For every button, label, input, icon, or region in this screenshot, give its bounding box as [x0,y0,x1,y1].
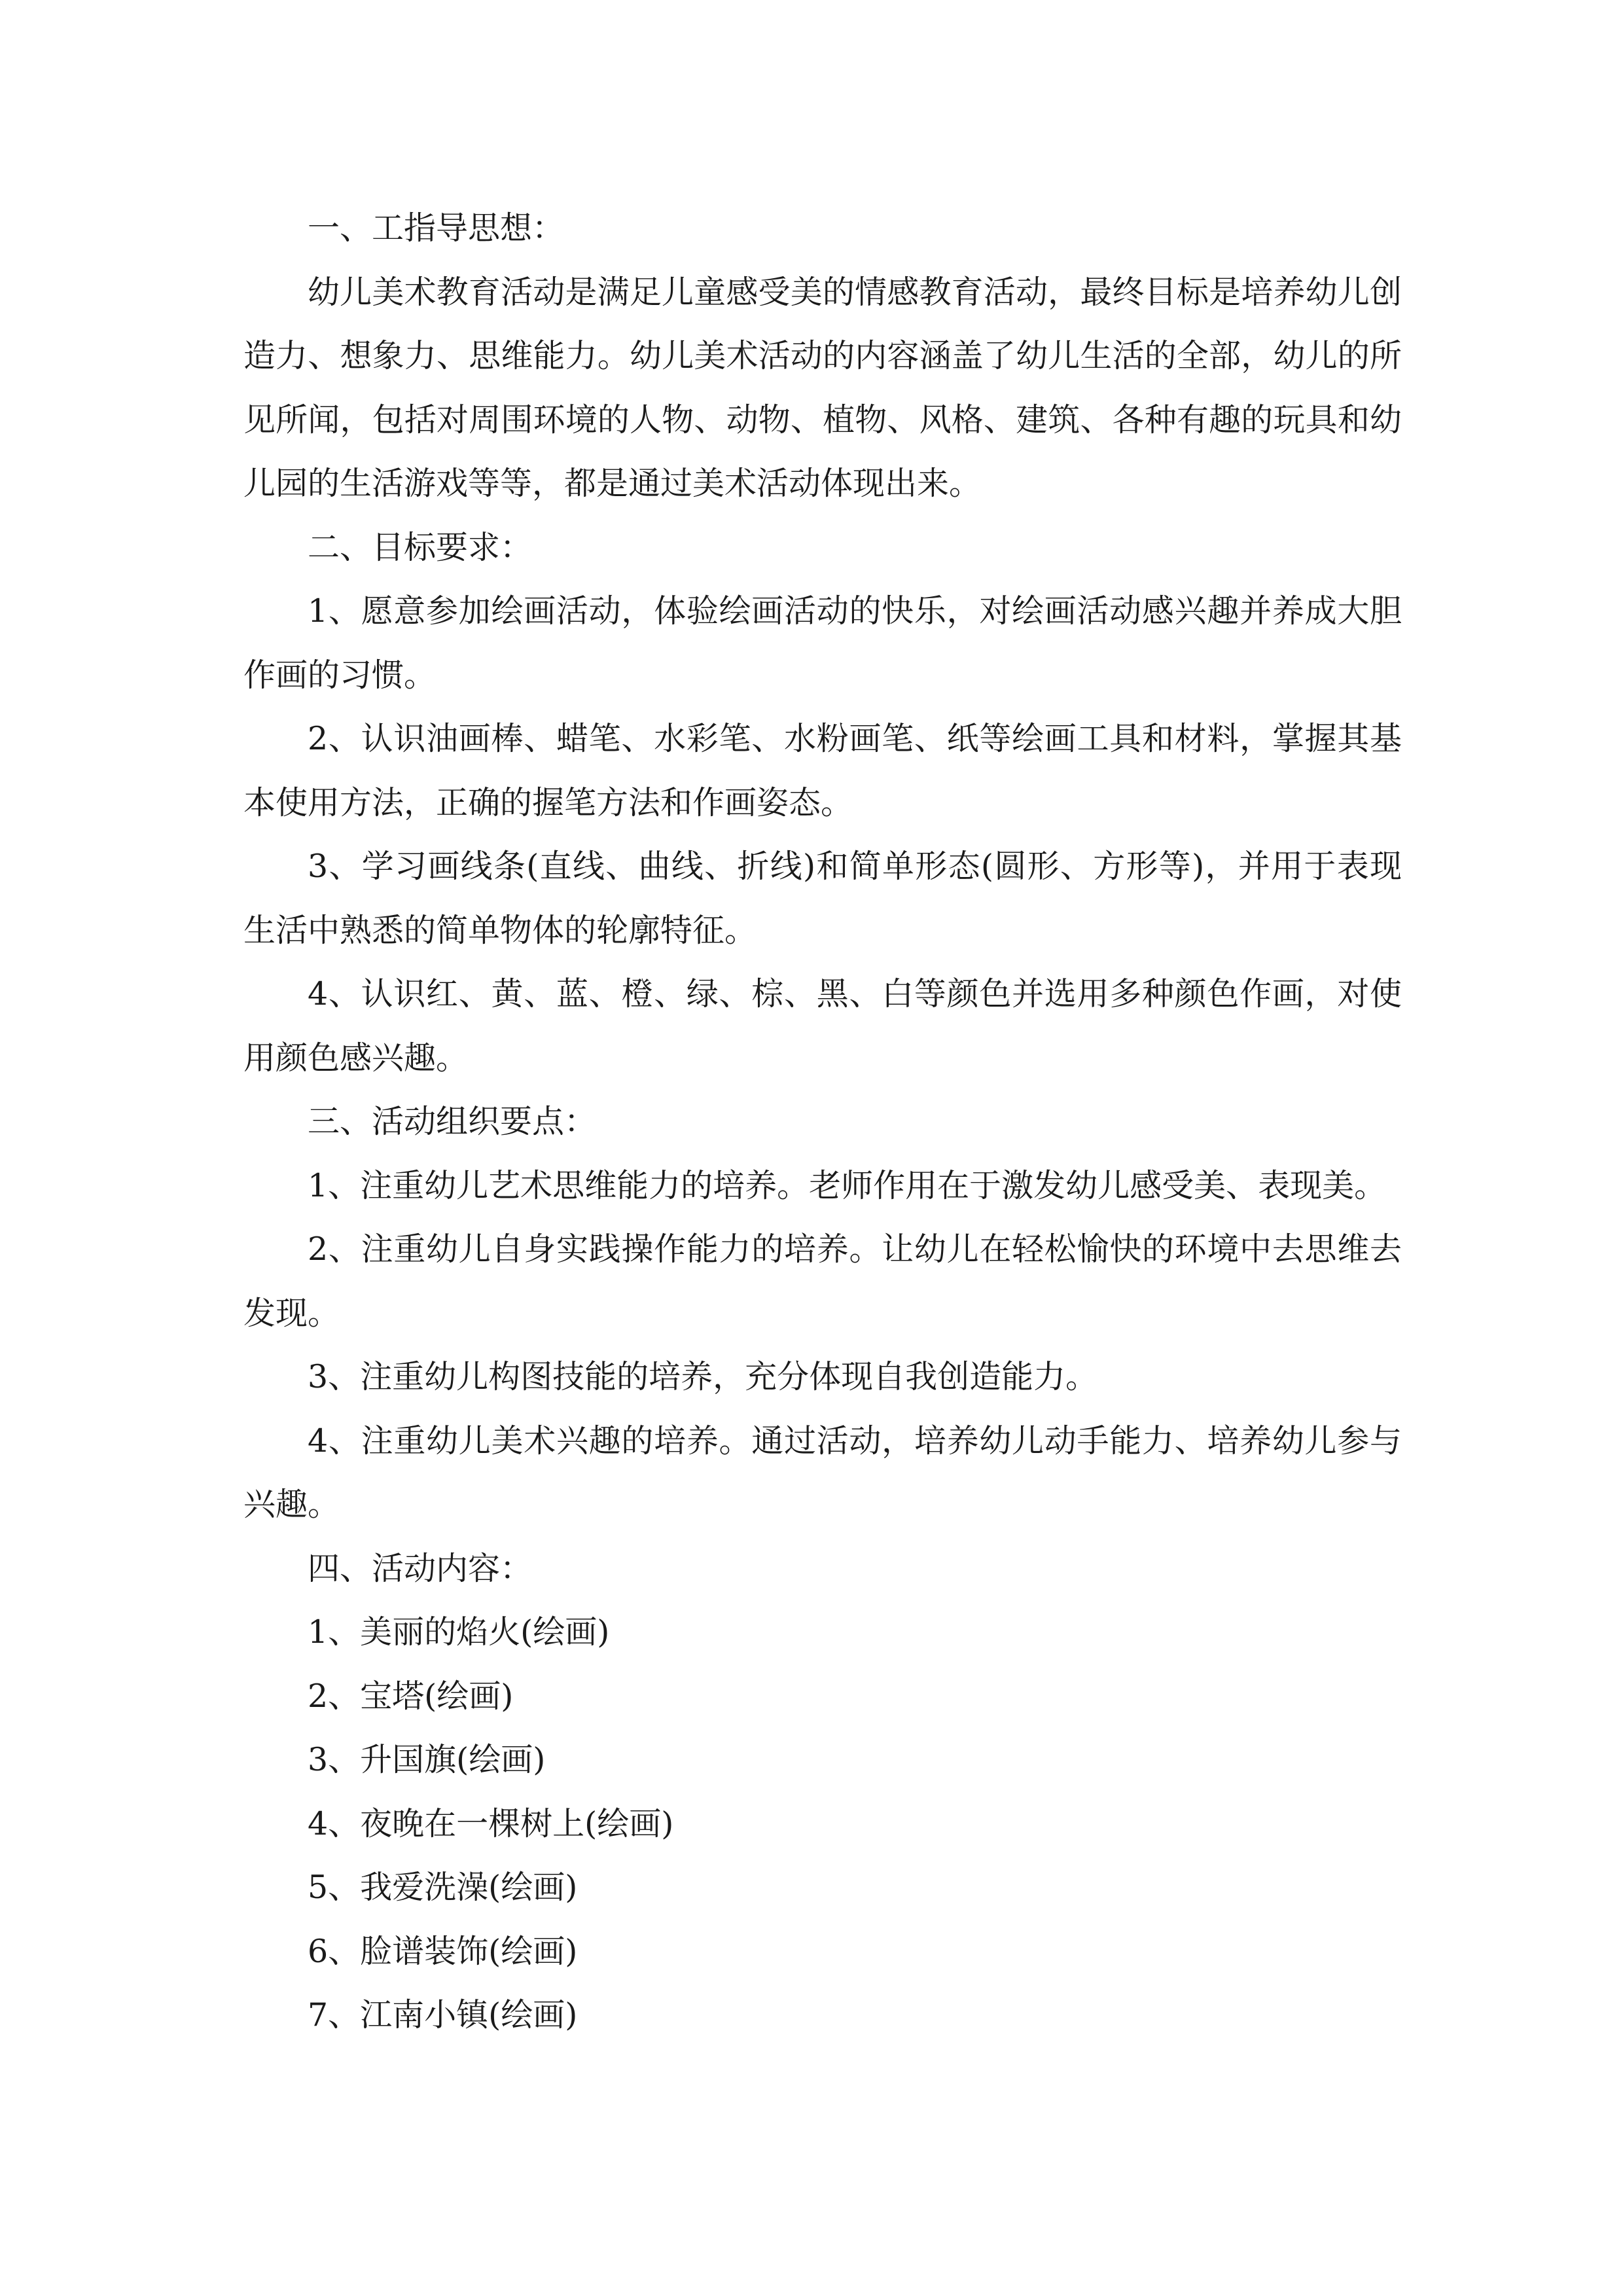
section-heading-activity-content: 四、活动内容： [308,1549,533,1587]
activity-item: 1、美丽的焰火(绘画) [308,1613,610,1651]
activity-item: 5、我爱洗澡(绘画) [308,1869,578,1906]
organization-item: 2、注重幼儿自身实践操作能力的培养。让幼儿在轻松愉快的环境中去思维去发现。 [243,1230,1402,1332]
paragraph-guiding-ideology: 幼儿美术教育活动是满足儿童感受美的情感教育活动，最终目标是培养幼儿创造力、想象力、思维能力。幼儿美术活动的内容涵盖了幼儿生活的全部，幼儿的所见所闻，包括对周围环境的人物、动物、植物、风格、建筑、各种有趣的玩具和幼儿园的生活游戏等等，都是通过美术活动体现出来。 [243,273,1402,502]
section-heading-guiding-ideology: 一、工指导思想： [308,209,565,247]
goal-item: 2、认识油画棒、蜡笔、水彩笔、水粉画笔、纸等绘画工具和材料，掌握其基本使用方法，正确的握笔方法和作画姿态。 [243,720,1402,821]
organization-item: 3、注重幼儿构图技能的培养，充分体现自我创造能力。 [308,1358,1098,1395]
organization-item: 1、注重幼儿艺术思维能力的培养。老师作用在于激发幼儿感受美、表现美。 [308,1166,1387,1204]
activity-item: 4、夜晚在一棵树上(绘画) [308,1804,674,1842]
activity-item: 2、宝塔(绘画) [308,1677,514,1715]
goal-item: 3、学习画线条(直线、曲线、折线)和简单形态(圆形、方形等)，并用于表现生活中熟悉的简单物体的轮廓特征。 [243,848,1402,949]
activity-item: 3、升国旗(绘画) [308,1741,546,1778]
document-body [243,196,1402,2047]
section-heading-goals: 二、目标要求： [308,528,533,566]
goal-item: 4、认识红、黄、蓝、橙、绿、棕、黑、白等颜色并选用多种颜色作画，对使用颜色感兴趣。 [243,975,1402,1077]
section-heading-organization-points: 三、活动组织要点： [308,1103,597,1140]
organization-item: 4、注重幼儿美术兴趣的培养。通过活动，培养幼儿动手能力、培养幼儿参与兴趣。 [243,1422,1402,1523]
activity-item: 6、脸谱装饰(绘画) [308,1932,578,1970]
goal-item: 1、愿意参加绘画活动，体验绘画活动的快乐，对绘画活动感兴趣并养成大胆作画的习惯。 [243,592,1402,694]
activity-item: 7、江南小镇(绘画) [308,1996,578,2034]
